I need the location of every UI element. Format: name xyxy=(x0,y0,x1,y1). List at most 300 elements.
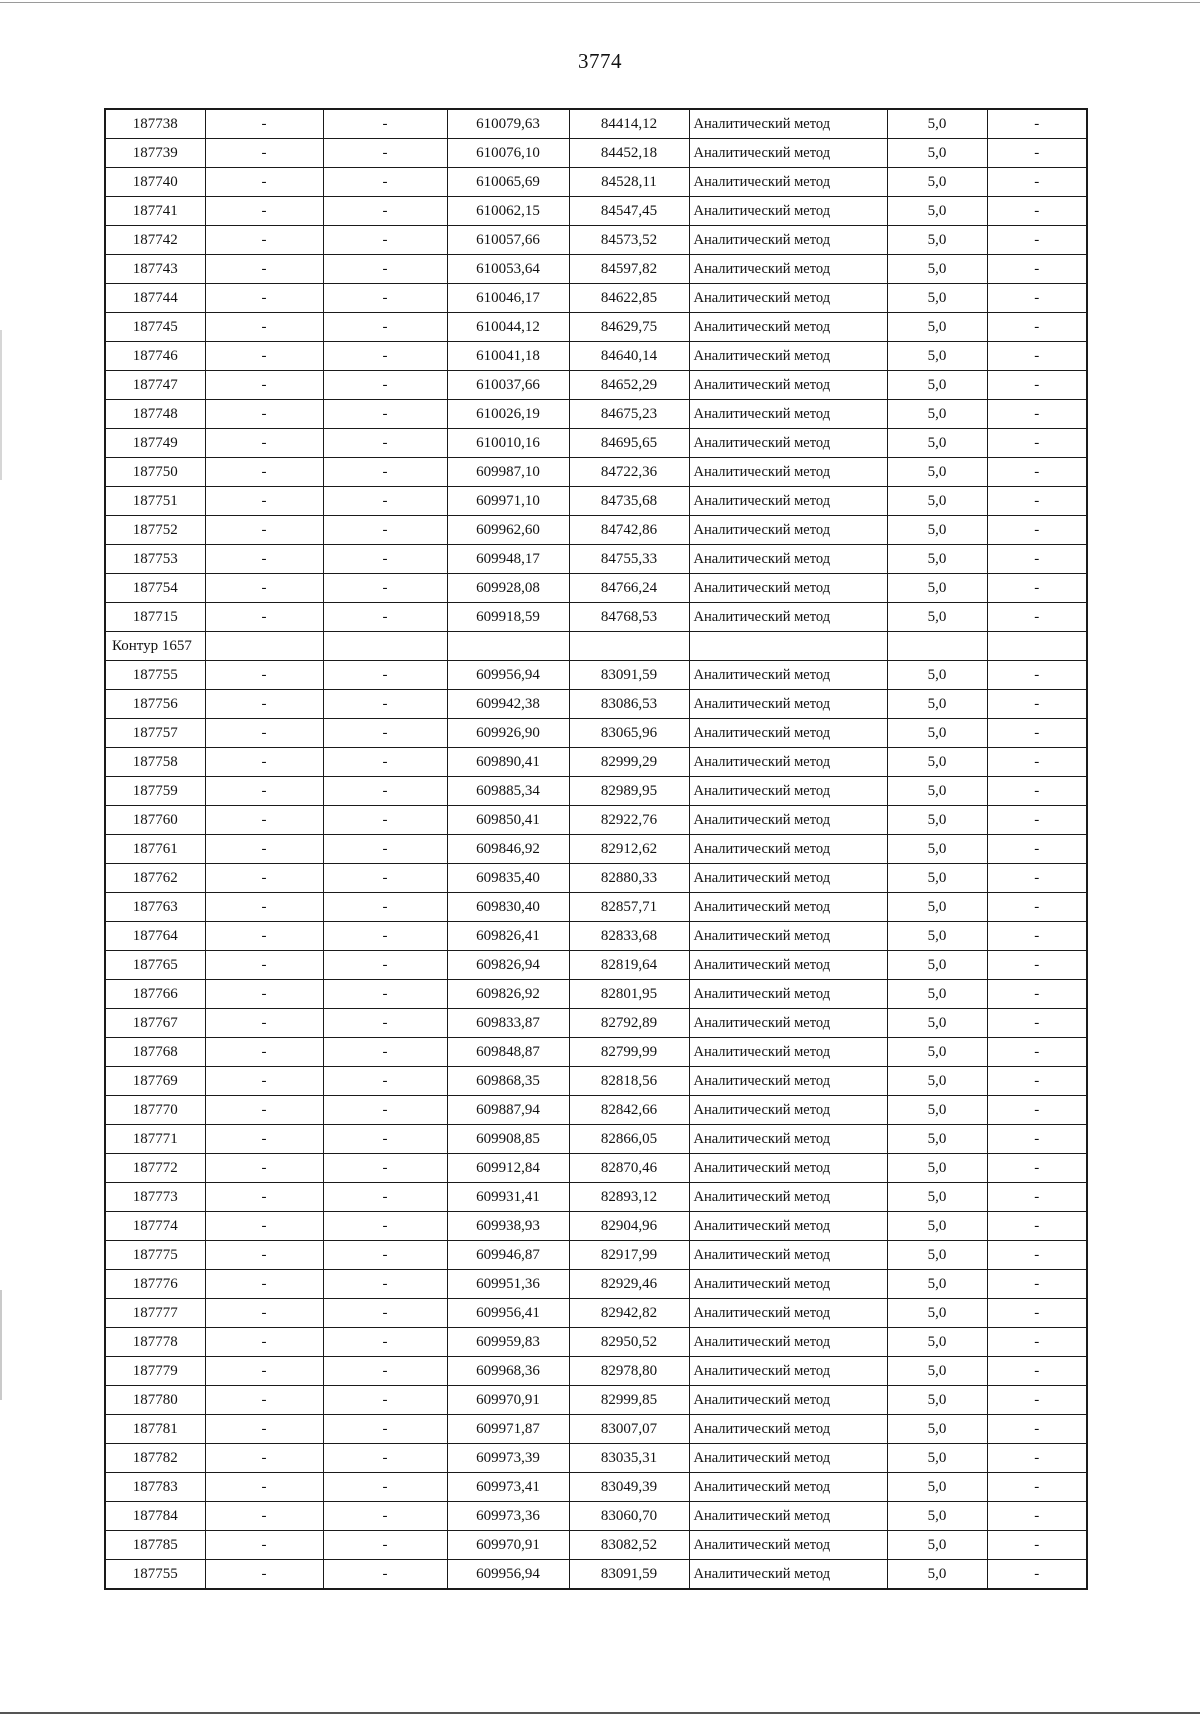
dash-cell-c: - xyxy=(987,719,1087,748)
method-cell: Аналитический метод xyxy=(689,313,887,342)
method-cell: Аналитический метод xyxy=(689,371,887,400)
page-number: 3774 xyxy=(578,49,622,73)
method-cell: Аналитический метод xyxy=(689,1502,887,1531)
method-cell: Аналитический метод xyxy=(689,1531,887,1560)
table-row xyxy=(105,1415,1087,1444)
table-row xyxy=(105,1270,1087,1299)
table-row xyxy=(105,284,1087,313)
method-cell: Аналитический метод xyxy=(689,661,887,690)
method-cell: Аналитический метод xyxy=(689,400,887,429)
y-coordinate-cell: 82857,71 xyxy=(569,893,689,922)
x-coordinate-cell: 609942,38 xyxy=(447,690,569,719)
table-row xyxy=(105,690,1087,719)
dash-cell-c: - xyxy=(987,1473,1087,1502)
accuracy-cell: 5,0 xyxy=(887,1502,987,1531)
dash-cell-a: - xyxy=(205,255,323,284)
y-coordinate-cell: 84622,85 xyxy=(569,284,689,313)
accuracy-cell: 5,0 xyxy=(887,1415,987,1444)
table-body xyxy=(105,109,1087,1589)
dash-cell-c: - xyxy=(987,429,1087,458)
point-number-cell: 187784 xyxy=(105,1502,205,1531)
dash-cell-b: - xyxy=(323,806,447,835)
dash-cell-c: - xyxy=(987,1386,1087,1415)
y-coordinate-cell: 84675,23 xyxy=(569,400,689,429)
point-number-cell: 187749 xyxy=(105,429,205,458)
point-number-cell: 187773 xyxy=(105,1183,205,1212)
point-number-cell: 187780 xyxy=(105,1386,205,1415)
y-coordinate-cell: 82912,62 xyxy=(569,835,689,864)
dash-cell-c: - xyxy=(987,893,1087,922)
dash-cell-b: - xyxy=(323,458,447,487)
accuracy-cell: 5,0 xyxy=(887,777,987,806)
dash-cell-b: - xyxy=(323,748,447,777)
method-cell: Аналитический метод xyxy=(689,835,887,864)
point-number-cell: 187755 xyxy=(105,1560,205,1590)
point-number-cell: 187779 xyxy=(105,1357,205,1386)
dash-cell-a: - xyxy=(205,458,323,487)
dash-cell-c: - xyxy=(987,516,1087,545)
y-coordinate-cell: 83091,59 xyxy=(569,661,689,690)
table-row xyxy=(105,1502,1087,1531)
method-cell: Аналитический метод xyxy=(689,864,887,893)
dash-cell-a: - xyxy=(205,748,323,777)
dash-cell-b: - xyxy=(323,255,447,284)
method-cell: Аналитический метод xyxy=(689,1154,887,1183)
point-number-cell: 187769 xyxy=(105,1067,205,1096)
accuracy-cell: 5,0 xyxy=(887,1038,987,1067)
x-coordinate-cell: 609948,17 xyxy=(447,545,569,574)
accuracy-cell: 5,0 xyxy=(887,1270,987,1299)
dash-cell-a: - xyxy=(205,516,323,545)
table-row xyxy=(105,1560,1087,1590)
y-coordinate-cell: 83082,52 xyxy=(569,1531,689,1560)
method-cell: Аналитический метод xyxy=(689,603,887,632)
dash-cell-b: - xyxy=(323,1444,447,1473)
x-coordinate-cell: 610010,16 xyxy=(447,429,569,458)
table-row xyxy=(105,951,1087,980)
table-row xyxy=(105,574,1087,603)
y-coordinate-cell xyxy=(569,632,689,661)
method-cell: Аналитический метод xyxy=(689,284,887,313)
dash-cell-b: - xyxy=(323,922,447,951)
table-row xyxy=(105,661,1087,690)
dash-cell-a: - xyxy=(205,1183,323,1212)
x-coordinate-cell: 609908,85 xyxy=(447,1125,569,1154)
y-coordinate-cell: 84755,33 xyxy=(569,545,689,574)
method-cell: Аналитический метод xyxy=(689,487,887,516)
method-cell: Аналитический метод xyxy=(689,139,887,168)
y-coordinate-cell: 84722,36 xyxy=(569,458,689,487)
method-cell: Аналитический метод xyxy=(689,748,887,777)
y-coordinate-cell: 84768,53 xyxy=(569,603,689,632)
table-row xyxy=(105,1444,1087,1473)
dash-cell-a: - xyxy=(205,1212,323,1241)
accuracy-cell: 5,0 xyxy=(887,1096,987,1125)
x-coordinate-cell: 610037,66 xyxy=(447,371,569,400)
dash-cell-a: - xyxy=(205,922,323,951)
dash-cell-a: - xyxy=(205,284,323,313)
dash-cell-b: - xyxy=(323,1183,447,1212)
accuracy-cell: 5,0 xyxy=(887,690,987,719)
dash-cell-a: - xyxy=(205,1444,323,1473)
point-number-cell: 187777 xyxy=(105,1299,205,1328)
table-row xyxy=(105,835,1087,864)
y-coordinate-cell: 84452,18 xyxy=(569,139,689,168)
point-number-cell: 187782 xyxy=(105,1444,205,1473)
x-coordinate-cell: 609987,10 xyxy=(447,458,569,487)
x-coordinate-cell: 610026,19 xyxy=(447,400,569,429)
accuracy-cell: 5,0 xyxy=(887,980,987,1009)
point-number-cell: 187755 xyxy=(105,661,205,690)
table-row xyxy=(105,1154,1087,1183)
point-number-cell: 187778 xyxy=(105,1328,205,1357)
dash-cell-a: - xyxy=(205,1125,323,1154)
accuracy-cell: 5,0 xyxy=(887,1009,987,1038)
accuracy-cell: 5,0 xyxy=(887,1067,987,1096)
y-coordinate-cell: 84414,12 xyxy=(569,109,689,139)
y-coordinate-cell: 84597,82 xyxy=(569,255,689,284)
dash-cell-c: - xyxy=(987,690,1087,719)
dash-cell-a: - xyxy=(205,1357,323,1386)
y-coordinate-cell: 84695,65 xyxy=(569,429,689,458)
x-coordinate-cell: 609918,59 xyxy=(447,603,569,632)
dash-cell-c: - xyxy=(987,1444,1087,1473)
accuracy-cell: 5,0 xyxy=(887,1386,987,1415)
dash-cell-c: - xyxy=(987,1154,1087,1183)
table-row xyxy=(105,1125,1087,1154)
dash-cell-b: - xyxy=(323,719,447,748)
dash-cell-c: - xyxy=(987,1009,1087,1038)
y-coordinate-cell: 83065,96 xyxy=(569,719,689,748)
method-cell: Аналитический метод xyxy=(689,1473,887,1502)
dash-cell-c: - xyxy=(987,603,1087,632)
method-cell: Аналитический метод xyxy=(689,429,887,458)
table-row xyxy=(105,1096,1087,1125)
method-cell: Аналитический метод xyxy=(689,1328,887,1357)
point-number-cell: 187715 xyxy=(105,603,205,632)
accuracy-cell: 5,0 xyxy=(887,284,987,313)
dash-cell-a: - xyxy=(205,487,323,516)
dash-cell-b: - xyxy=(323,284,447,313)
accuracy-cell: 5,0 xyxy=(887,1357,987,1386)
y-coordinate-cell: 82942,82 xyxy=(569,1299,689,1328)
y-coordinate-cell: 84573,52 xyxy=(569,226,689,255)
x-coordinate-cell: 610076,10 xyxy=(447,139,569,168)
x-coordinate-cell xyxy=(447,632,569,661)
method-cell: Аналитический метод xyxy=(689,1125,887,1154)
method-cell: Аналитический метод xyxy=(689,893,887,922)
dash-cell-b: - xyxy=(323,1038,447,1067)
dash-cell-a: - xyxy=(205,690,323,719)
dash-cell-c: - xyxy=(987,1357,1087,1386)
point-number-cell: 187745 xyxy=(105,313,205,342)
table-row xyxy=(105,1241,1087,1270)
dash-cell-b: - xyxy=(323,1473,447,1502)
method-cell: Аналитический метод xyxy=(689,516,887,545)
accuracy-cell: 5,0 xyxy=(887,1125,987,1154)
accuracy-cell: 5,0 xyxy=(887,1154,987,1183)
point-number-cell: 187762 xyxy=(105,864,205,893)
x-coordinate-cell: 609951,36 xyxy=(447,1270,569,1299)
dash-cell-a: - xyxy=(205,661,323,690)
method-cell: Аналитический метод xyxy=(689,690,887,719)
dash-cell-a: - xyxy=(205,197,323,226)
table-row xyxy=(105,109,1087,139)
dash-cell-b: - xyxy=(323,1270,447,1299)
point-number-cell: 187767 xyxy=(105,1009,205,1038)
method-cell: Аналитический метод xyxy=(689,574,887,603)
dash-cell-c: - xyxy=(987,951,1087,980)
accuracy-cell: 5,0 xyxy=(887,1241,987,1270)
x-coordinate-cell: 609938,93 xyxy=(447,1212,569,1241)
scan-bottom-rule xyxy=(0,1712,1200,1714)
method-cell: Аналитический метод xyxy=(689,719,887,748)
table-row xyxy=(105,255,1087,284)
y-coordinate-cell: 84652,29 xyxy=(569,371,689,400)
dash-cell-c: - xyxy=(987,1270,1087,1299)
dash-cell-a: - xyxy=(205,168,323,197)
y-coordinate-cell: 84528,11 xyxy=(569,168,689,197)
point-number-cell: 187771 xyxy=(105,1125,205,1154)
dash-cell-a: - xyxy=(205,371,323,400)
dash-cell-b: - xyxy=(323,139,447,168)
dash-cell-c: - xyxy=(987,139,1087,168)
y-coordinate-cell: 83007,07 xyxy=(569,1415,689,1444)
y-coordinate-cell: 83035,31 xyxy=(569,1444,689,1473)
y-coordinate-cell: 82799,99 xyxy=(569,1038,689,1067)
accuracy-cell: 5,0 xyxy=(887,864,987,893)
method-cell: Аналитический метод xyxy=(689,458,887,487)
table-row xyxy=(105,197,1087,226)
dash-cell-a: - xyxy=(205,545,323,574)
y-coordinate-cell: 83091,59 xyxy=(569,1560,689,1590)
table-row xyxy=(105,139,1087,168)
accuracy-cell: 5,0 xyxy=(887,371,987,400)
y-coordinate-cell: 82999,85 xyxy=(569,1386,689,1415)
accuracy-cell: 5,0 xyxy=(887,1299,987,1328)
dash-cell-b: - xyxy=(323,951,447,980)
dash-cell-c: - xyxy=(987,661,1087,690)
x-coordinate-cell: 609968,36 xyxy=(447,1357,569,1386)
x-coordinate-cell: 609850,41 xyxy=(447,806,569,835)
dash-cell-c: - xyxy=(987,197,1087,226)
accuracy-cell: 5,0 xyxy=(887,313,987,342)
dash-cell-a: - xyxy=(205,1096,323,1125)
dash-cell-c xyxy=(987,632,1087,661)
accuracy-cell: 5,0 xyxy=(887,1560,987,1590)
y-coordinate-cell: 83086,53 xyxy=(569,690,689,719)
accuracy-cell: 5,0 xyxy=(887,400,987,429)
dash-cell-c: - xyxy=(987,284,1087,313)
dash-cell-c: - xyxy=(987,255,1087,284)
accuracy-cell: 5,0 xyxy=(887,109,987,139)
dash-cell-b: - xyxy=(323,429,447,458)
accuracy-cell: 5,0 xyxy=(887,255,987,284)
table-row xyxy=(105,342,1087,371)
method-cell: Аналитический метод xyxy=(689,109,887,139)
accuracy-cell: 5,0 xyxy=(887,835,987,864)
dash-cell-a: - xyxy=(205,429,323,458)
y-coordinate-cell: 82833,68 xyxy=(569,922,689,951)
dash-cell-b: - xyxy=(323,109,447,139)
dash-cell-b: - xyxy=(323,342,447,371)
accuracy-cell: 5,0 xyxy=(887,342,987,371)
x-coordinate-cell: 609830,40 xyxy=(447,893,569,922)
dash-cell-a: - xyxy=(205,1415,323,1444)
y-coordinate-cell: 82818,56 xyxy=(569,1067,689,1096)
dash-cell-b: - xyxy=(323,777,447,806)
y-coordinate-cell: 82989,95 xyxy=(569,777,689,806)
x-coordinate-cell: 610053,64 xyxy=(447,255,569,284)
dash-cell-a: - xyxy=(205,864,323,893)
x-coordinate-cell: 610079,63 xyxy=(447,109,569,139)
y-coordinate-cell: 82893,12 xyxy=(569,1183,689,1212)
dash-cell-a: - xyxy=(205,1154,323,1183)
x-coordinate-cell: 610041,18 xyxy=(447,342,569,371)
point-number-cell: 187743 xyxy=(105,255,205,284)
point-number-cell: 187785 xyxy=(105,1531,205,1560)
x-coordinate-cell: 609835,40 xyxy=(447,864,569,893)
dash-cell-b: - xyxy=(323,313,447,342)
dash-cell-c: - xyxy=(987,1183,1087,1212)
point-number-cell: 187740 xyxy=(105,168,205,197)
dash-cell-c: - xyxy=(987,1241,1087,1270)
x-coordinate-cell: 609931,41 xyxy=(447,1183,569,1212)
table-row xyxy=(105,806,1087,835)
point-number-cell: 187756 xyxy=(105,690,205,719)
x-coordinate-cell: 609826,92 xyxy=(447,980,569,1009)
y-coordinate-cell: 82866,05 xyxy=(569,1125,689,1154)
dash-cell-b: - xyxy=(323,1241,447,1270)
method-cell: Аналитический метод xyxy=(689,951,887,980)
dash-cell-c: - xyxy=(987,864,1087,893)
dash-cell-c: - xyxy=(987,109,1087,139)
method-cell: Аналитический метод xyxy=(689,806,887,835)
table-row xyxy=(105,458,1087,487)
accuracy-cell: 5,0 xyxy=(887,197,987,226)
dash-cell-a: - xyxy=(205,1270,323,1299)
point-number-cell: 187752 xyxy=(105,516,205,545)
point-number-cell: 187739 xyxy=(105,139,205,168)
x-coordinate-cell: 609912,84 xyxy=(447,1154,569,1183)
accuracy-cell: 5,0 xyxy=(887,429,987,458)
accuracy-cell: 5,0 xyxy=(887,719,987,748)
table-row xyxy=(105,1386,1087,1415)
dash-cell-b: - xyxy=(323,1560,447,1590)
accuracy-cell: 5,0 xyxy=(887,1444,987,1473)
dash-cell-b: - xyxy=(323,1415,447,1444)
dash-cell-a xyxy=(205,632,323,661)
method-cell: Аналитический метод xyxy=(689,922,887,951)
table-row xyxy=(105,1473,1087,1502)
y-coordinate-cell: 83049,39 xyxy=(569,1473,689,1502)
point-number-cell: 187741 xyxy=(105,197,205,226)
dash-cell-a: - xyxy=(205,893,323,922)
accuracy-cell: 5,0 xyxy=(887,168,987,197)
accuracy-cell: 5,0 xyxy=(887,1473,987,1502)
accuracy-cell: 5,0 xyxy=(887,806,987,835)
dash-cell-b: - xyxy=(323,1154,447,1183)
point-number-cell: 187772 xyxy=(105,1154,205,1183)
dash-cell-a: - xyxy=(205,1531,323,1560)
point-number-cell: 187738 xyxy=(105,109,205,139)
method-cell: Аналитический метод xyxy=(689,980,887,1009)
table-row xyxy=(105,1067,1087,1096)
method-cell: Аналитический метод xyxy=(689,255,887,284)
table-row xyxy=(105,371,1087,400)
x-coordinate-cell: 609970,91 xyxy=(447,1531,569,1560)
dash-cell-b xyxy=(323,632,447,661)
table-row xyxy=(105,487,1087,516)
dash-cell-a: - xyxy=(205,951,323,980)
method-cell: Аналитический метод xyxy=(689,1096,887,1125)
point-number-cell: 187747 xyxy=(105,371,205,400)
dash-cell-c: - xyxy=(987,1212,1087,1241)
dash-cell-a: - xyxy=(205,806,323,835)
accuracy-cell: 5,0 xyxy=(887,574,987,603)
dash-cell-c: - xyxy=(987,1038,1087,1067)
y-coordinate-cell: 82999,29 xyxy=(569,748,689,777)
dash-cell-c: - xyxy=(987,371,1087,400)
x-coordinate-cell: 610062,15 xyxy=(447,197,569,226)
point-number-cell: 187742 xyxy=(105,226,205,255)
dash-cell-b: - xyxy=(323,226,447,255)
dash-cell-a: - xyxy=(205,603,323,632)
dash-cell-c: - xyxy=(987,342,1087,371)
dash-cell-c: - xyxy=(987,1560,1087,1590)
accuracy-cell: 5,0 xyxy=(887,1183,987,1212)
point-number-cell: 187744 xyxy=(105,284,205,313)
point-number-cell: 187781 xyxy=(105,1415,205,1444)
method-cell: Аналитический метод xyxy=(689,545,887,574)
accuracy-cell: 5,0 xyxy=(887,1531,987,1560)
dash-cell-c: - xyxy=(987,574,1087,603)
table-row xyxy=(105,313,1087,342)
point-number-cell: 187774 xyxy=(105,1212,205,1241)
table-row xyxy=(105,545,1087,574)
dash-cell-c: - xyxy=(987,487,1087,516)
table-row xyxy=(105,777,1087,806)
table-row xyxy=(105,400,1087,429)
x-coordinate-cell: 609833,87 xyxy=(447,1009,569,1038)
x-coordinate-cell: 609826,94 xyxy=(447,951,569,980)
y-coordinate-cell: 82792,89 xyxy=(569,1009,689,1038)
x-coordinate-cell: 609890,41 xyxy=(447,748,569,777)
dash-cell-a: - xyxy=(205,139,323,168)
table-row xyxy=(105,516,1087,545)
dash-cell-a: - xyxy=(205,1328,323,1357)
x-coordinate-cell: 609926,90 xyxy=(447,719,569,748)
method-cell: Аналитический метод xyxy=(689,1270,887,1299)
dash-cell-a: - xyxy=(205,574,323,603)
contour-label: Контур 1657 xyxy=(105,632,205,661)
y-coordinate-cell: 84735,68 xyxy=(569,487,689,516)
x-coordinate-cell: 609973,36 xyxy=(447,1502,569,1531)
accuracy-cell: 5,0 xyxy=(887,516,987,545)
point-number-cell: 187768 xyxy=(105,1038,205,1067)
accuracy-cell: 5,0 xyxy=(887,1212,987,1241)
dash-cell-c: - xyxy=(987,1096,1087,1125)
point-number-cell: 187760 xyxy=(105,806,205,835)
dash-cell-c: - xyxy=(987,226,1087,255)
dash-cell-b: - xyxy=(323,574,447,603)
x-coordinate-cell: 609959,83 xyxy=(447,1328,569,1357)
contour-header-row xyxy=(105,632,1087,661)
method-cell: Аналитический метод xyxy=(689,1067,887,1096)
accuracy-cell: 5,0 xyxy=(887,458,987,487)
accuracy-cell: 5,0 xyxy=(887,922,987,951)
dash-cell-b: - xyxy=(323,1212,447,1241)
